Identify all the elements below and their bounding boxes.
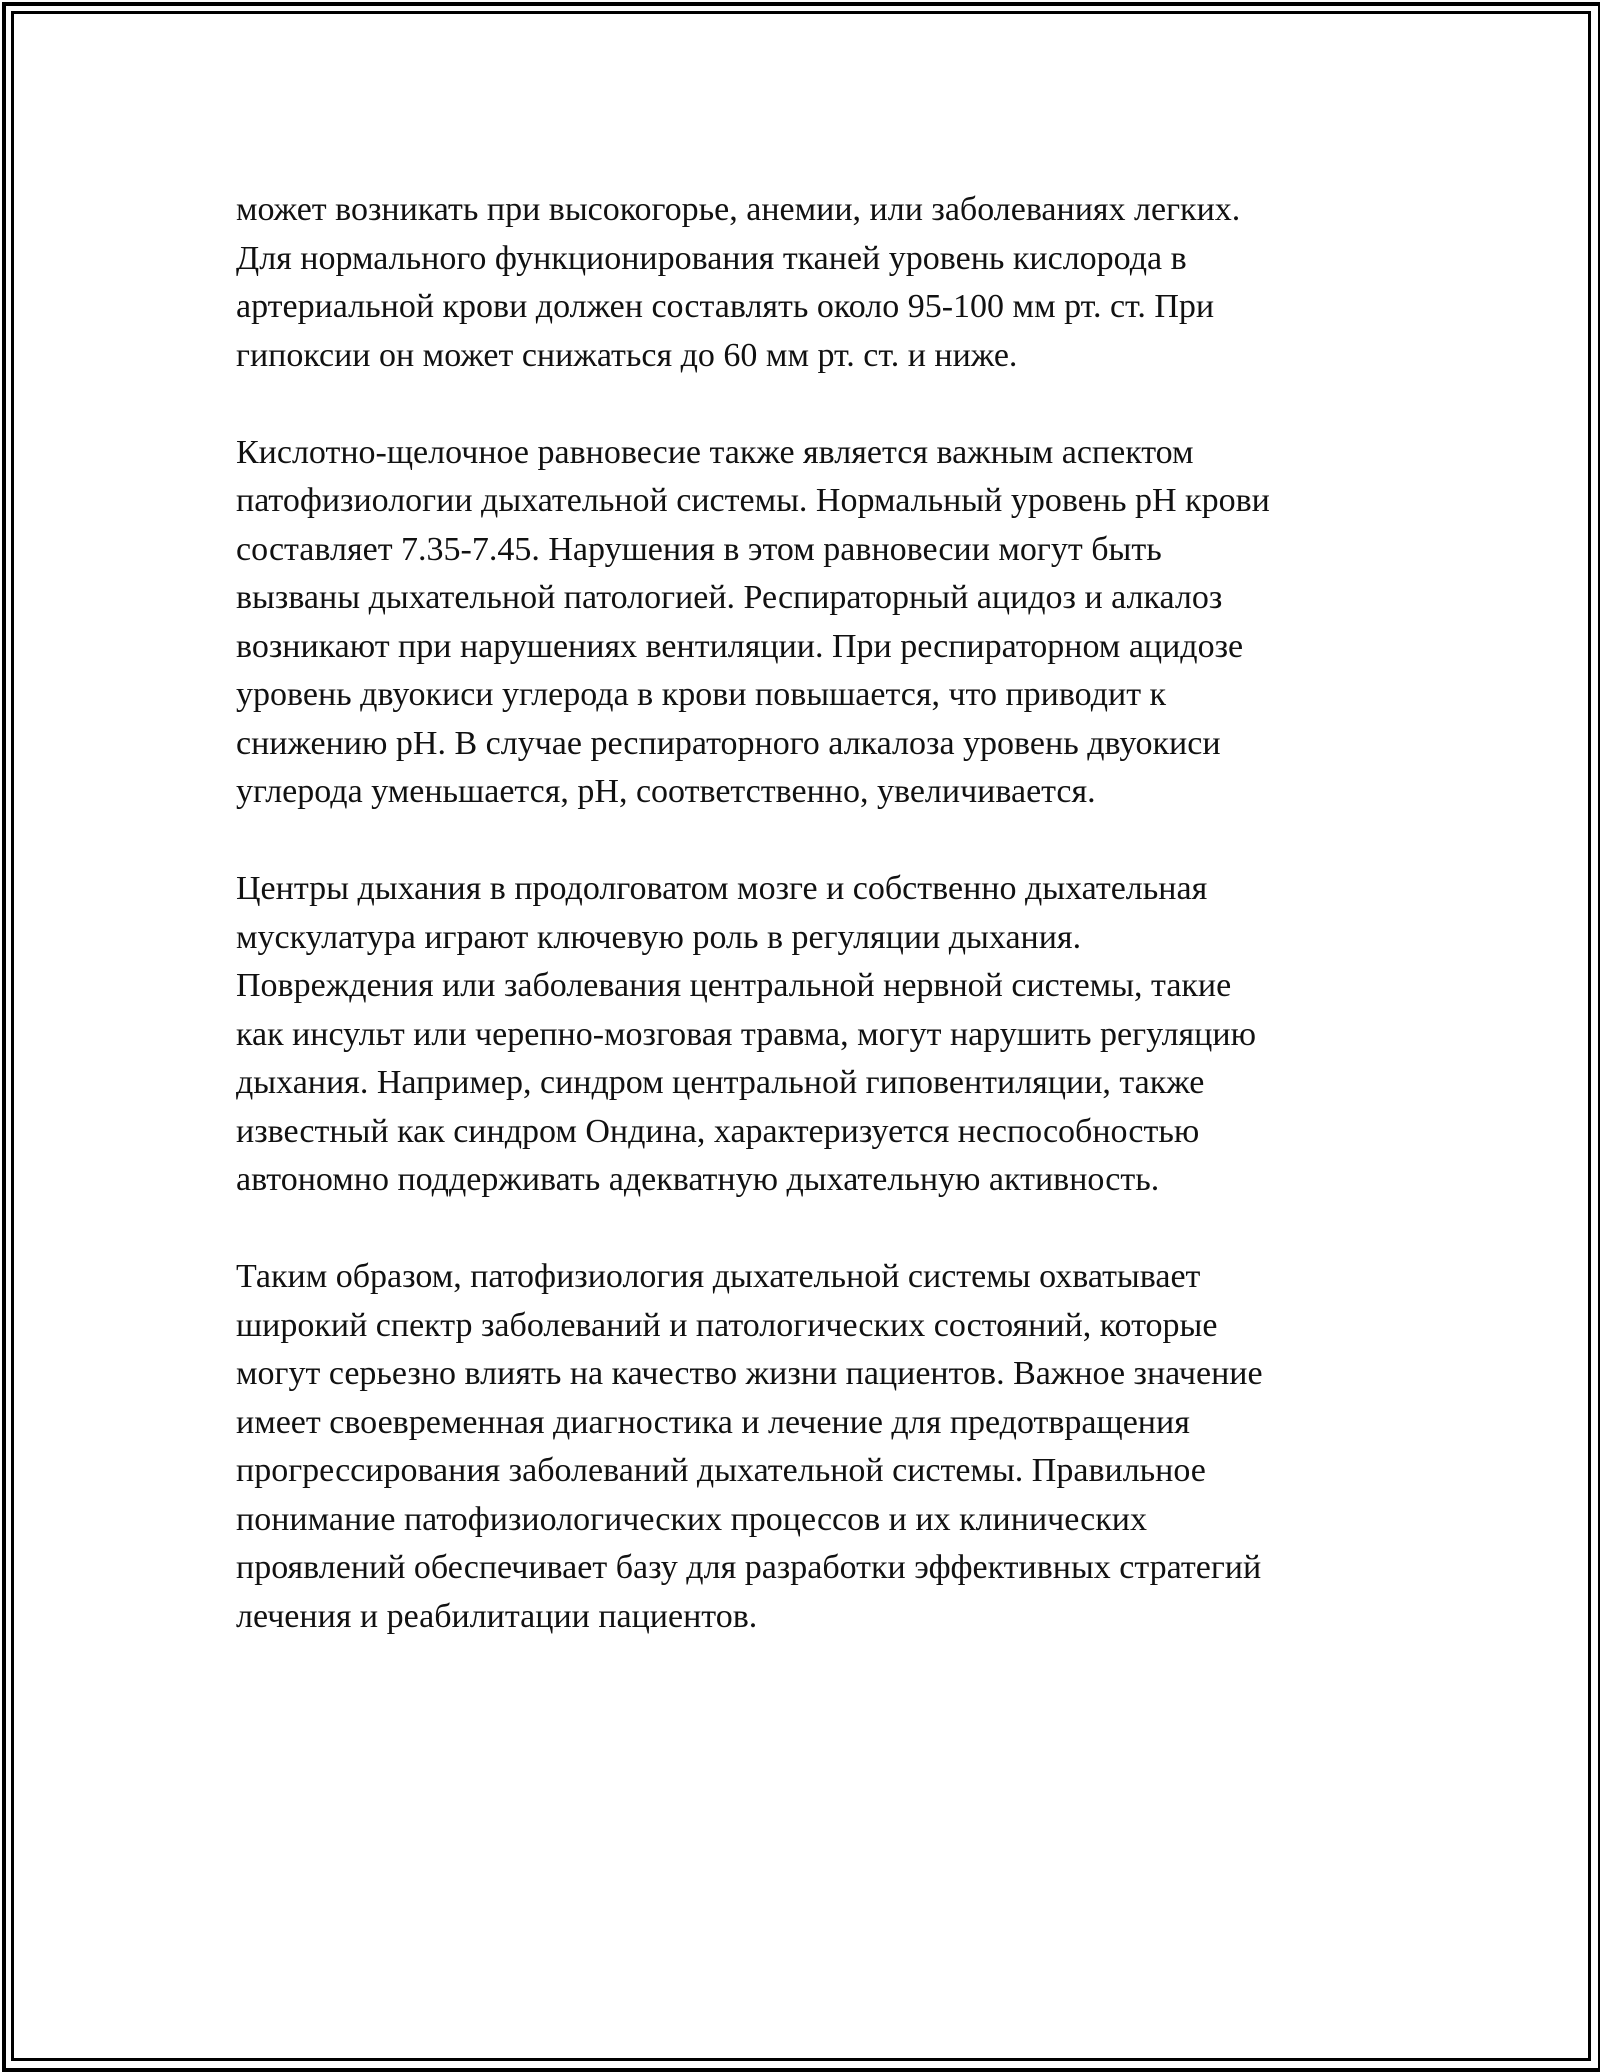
paragraph-hypoxia: может возникать при высокогорье, анемии, или заболеваниях легких. Для нормального функционирования тканей уровень кислорода в артериальной крови должен составлять около 95-100 мм рт. ст. При гипоксии он может снижаться до 60 мм рт. ст. и ниже.: [236, 191, 1241, 374]
paragraph-respiratory-centers: Центры дыхания в продолговатом мозге и собственно дыхательная мускулатура играют ключевую роль в регуляции дыхания. Повреждения или заболевания центральной нервной системы, такие как инсульт или черепно-мозговая травма, могут нарушить регуляцию дыхания. Например, синдром центральной гиповентиляции, также известный как синдром Ондина, характеризуется неспособностью автономно поддерживать адекватную дыхательную активность.: [236, 870, 1256, 1198]
document-body: [236, 186, 1416, 1690]
paragraph-acid-base: Кислотно-щелочное равновесие также является важным аспектом патофизиологии дыхательной системы. Нормальный уровень pH крови составляет 7.35-7.45. Нарушения в этом равновесии могут быть вызваны дыхательной патологией. Респираторный ацидоз и алкалоз возникают при нарушениях вентиляции. При респираторном ацидозе уровень двуокиси углерода в крови повышается, что приводит к снижению pH. В случае респираторного алкалоза уровень двуокиси углерода уменьшается, pH, соответственно, увеличивается.: [236, 433, 1270, 810]
paragraph-conclusion: Таким образом, патофизиология дыхательной системы охватывает широкий спектр заболеваний и патологических состояний, которые могут серьезно влиять на качество жизни пациентов. Важное значение имеет своевременная диагностика и лечение для предотвращения прогрессирования заболеваний дыхательной системы. Правильное понимание патофизиологических процессов и их клинических проявлений обеспечивает базу для разработки эффективных стратегий лечения и реабилитации пациентов.: [236, 1258, 1263, 1635]
